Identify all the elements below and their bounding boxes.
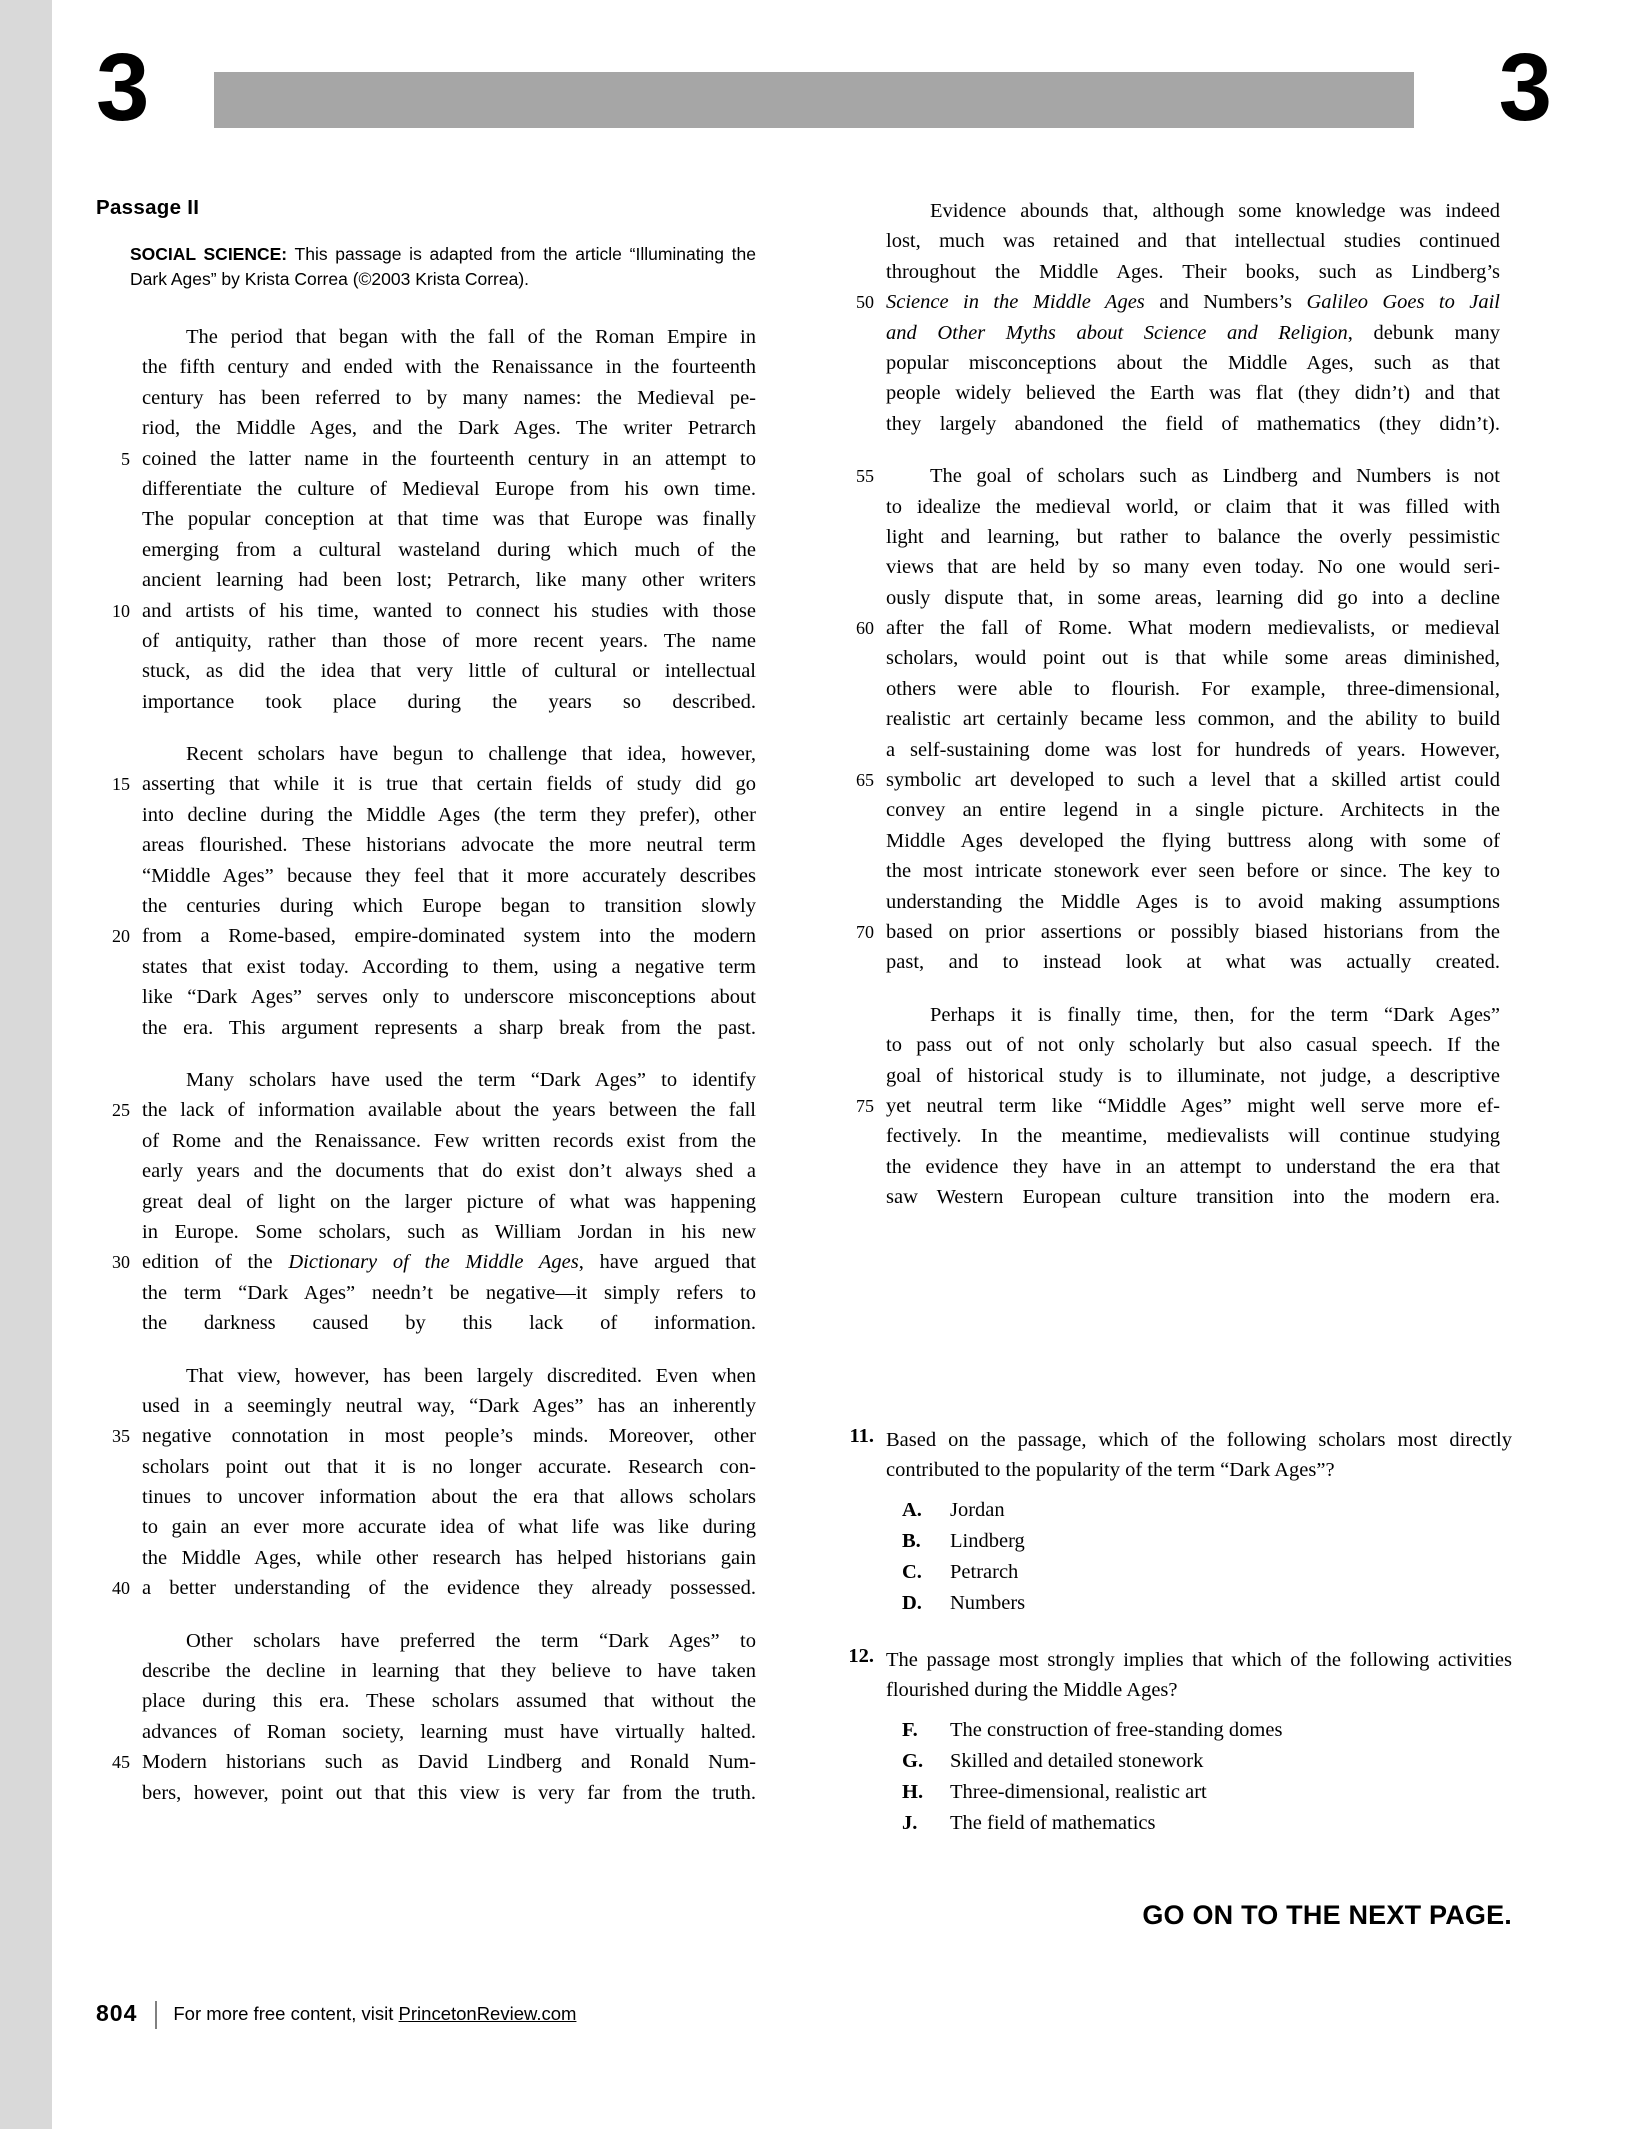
line-text: throughout the Middle Ages. Their books, such as Lindberg’s: [886, 260, 1500, 283]
text-line: [96, 383, 756, 413]
line-text: symbolic art developed to such a level that a skilled artist could: [886, 769, 1500, 792]
text-line: [96, 656, 756, 686]
line-text: the lack of information available about the years between the fall: [142, 1099, 756, 1122]
text-line: [96, 921, 756, 951]
line-text: from a Rome-based, empire-dominated system into the modern: [142, 925, 756, 948]
line-number: 70: [856, 921, 874, 942]
answer-choice-letter: B.: [902, 1530, 921, 1552]
answer-choice[interactable]: [902, 1746, 1512, 1777]
text-line: [840, 1030, 1500, 1060]
answer-choice-text: Petrarch: [950, 1561, 1019, 1583]
line-text: realistic art certainly became less common, and the ability to build: [886, 708, 1500, 731]
line-text: Evidence abounds that, although some knowledge was indeed: [930, 200, 1500, 222]
text-line: [96, 1391, 756, 1421]
section-number-left: 3: [96, 34, 150, 141]
text-line: [96, 1361, 756, 1391]
line-text: and artists of his time, wanted to connect his studies with those: [142, 599, 756, 622]
text-line: [840, 613, 1500, 643]
paragraph: [96, 1361, 756, 1604]
line-text: of antiquity, rather than those of more recent years. The name: [142, 629, 756, 652]
line-number: 10: [112, 600, 130, 621]
text-line: [96, 1421, 756, 1451]
footer-note: [173, 2000, 576, 2028]
text-line: [840, 856, 1500, 886]
line-number: 60: [856, 618, 874, 639]
line-text: The goal of scholars such as Lindberg and Numbers is not: [930, 465, 1500, 488]
text-line: [840, 378, 1500, 408]
passage-blurb: [130, 242, 756, 292]
text-line: [96, 322, 756, 352]
line-text: areas flourished. These historians advocate the more neutral term: [142, 834, 756, 857]
line-number: 20: [112, 926, 130, 947]
text-line: [96, 352, 756, 382]
line-text: importance took place during the years so described.: [142, 690, 756, 713]
text-line: [96, 1656, 756, 1686]
line-text: and Other Myths about Science and Religion, debunk many: [886, 321, 1500, 344]
answer-choice-text: Numbers: [950, 1592, 1026, 1614]
text-line: [840, 257, 1500, 287]
line-number: 65: [856, 770, 874, 791]
text-line: [96, 1543, 756, 1573]
line-text: century has been referred to by many names: the Medieval pe-: [142, 386, 756, 409]
line-text: emerging from a cultural wasteland during which much of the: [142, 538, 756, 561]
text-line: [96, 1187, 756, 1217]
answer-choices: [902, 1495, 1512, 1619]
answer-choice-letter: H.: [902, 1781, 924, 1803]
text-line: [96, 861, 756, 891]
text-line: [96, 800, 756, 830]
answer-choice-text: The field of mathematics: [950, 1812, 1156, 1834]
answer-choice[interactable]: [902, 1715, 1512, 1746]
text-line: [840, 522, 1500, 552]
answer-choice[interactable]: [902, 1557, 1512, 1588]
text-line: [840, 492, 1500, 522]
line-text: the evidence they have in an attempt to understand the era that: [886, 1155, 1500, 1178]
text-line: [96, 687, 756, 717]
answer-choice-letter: A.: [902, 1499, 922, 1521]
line-text: Modern historians such as David Lindberg and Ronald Num-: [142, 1751, 756, 1774]
paragraph: [96, 322, 756, 717]
line-text: states that exist today. According to them, using a negative term: [142, 955, 756, 978]
line-text: the term “Dark Ages” needn’t be negative—it simply refers to: [142, 1281, 756, 1304]
text-line: [840, 552, 1500, 582]
text-line: [840, 887, 1500, 917]
line-number: 55: [856, 466, 874, 487]
question-text: Based on the passage, which of the following scholars most directly contributed to the popularity of the term “Dark Ages”?: [886, 1429, 1512, 1481]
line-number: 25: [112, 1100, 130, 1121]
line-text: past, and to instead look at what was actually created.: [886, 951, 1500, 974]
text-line: [96, 1626, 756, 1656]
line-text: based on prior assertions or possibly biased historians from the: [886, 920, 1500, 943]
text-line: [840, 461, 1500, 491]
page-footer: [96, 2000, 996, 2040]
answer-choice[interactable]: [902, 1526, 1512, 1557]
text-line: [96, 1247, 756, 1277]
line-text: the centuries during which Europe began to transition slowly: [142, 895, 756, 918]
line-text: popular misconceptions about the Middle Ages, such as that: [886, 351, 1500, 374]
answer-choice-text: Jordan: [950, 1499, 1005, 1521]
text-line: [840, 735, 1500, 765]
line-text: yet neutral term like “Middle Ages” might well serve more ef-: [886, 1094, 1500, 1117]
text-line: [96, 626, 756, 656]
section-number-right: 3: [1498, 34, 1552, 141]
line-text: of Rome and the Renaissance. Few written records exist from the: [142, 1129, 756, 1152]
line-text: Science in the Middle Ages and Numbers’s Galileo Goes to Jail: [886, 291, 1500, 314]
line-number: 40: [112, 1578, 130, 1599]
line-text: to idealize the medieval world, or claim that it was filled with: [886, 495, 1500, 518]
paragraph: [840, 461, 1500, 978]
line-text: to pass out of not only scholarly but also casual speech. If the: [886, 1034, 1500, 1057]
text-line: [840, 348, 1500, 378]
line-text: after the fall of Rome. What modern medievalists, or medieval: [886, 617, 1500, 640]
footer-note-link[interactable]: PrincetonReview.com: [398, 2003, 577, 2024]
text-line: [96, 769, 756, 799]
text-line: [840, 1182, 1500, 1212]
text-line: [840, 1121, 1500, 1151]
text-line: [96, 739, 756, 769]
line-text: a self-sustaining dome was lost for hundreds of years. However,: [886, 738, 1500, 761]
text-line: [840, 1000, 1500, 1030]
line-number: 30: [112, 1252, 130, 1273]
line-text: The period that began with the fall of the Roman Empire in: [186, 326, 756, 348]
footer-divider: [155, 2001, 157, 2029]
answer-choice-text: The construction of free-standing domes: [950, 1719, 1283, 1741]
answer-choice-text: Lindberg: [950, 1530, 1025, 1552]
text-line: [96, 596, 756, 626]
paragraph: [96, 739, 756, 1043]
page-edge-inner: [52, 0, 62, 2129]
header-rule-bar: [214, 72, 1414, 128]
text-line: [840, 795, 1500, 825]
line-text: the darkness caused by this lack of information.: [142, 1312, 756, 1335]
line-text: others were able to flourish. For example, three-dimensional,: [886, 677, 1500, 700]
right-column: [840, 196, 1500, 1235]
page-number: 804: [96, 2000, 138, 2026]
line-number: 45: [112, 1752, 130, 1773]
text-line: [96, 1452, 756, 1482]
text-line: [840, 318, 1500, 348]
question-number: 11.: [849, 1425, 874, 1447]
text-line: [96, 1778, 756, 1808]
text-line: [840, 1152, 1500, 1182]
question-item: [840, 1425, 1512, 1619]
line-text: describe the decline in learning that they believe to have taken: [142, 1660, 756, 1683]
text-line: [96, 1482, 756, 1512]
line-text: negative connotation in most people’s minds. Moreover, other: [142, 1425, 756, 1448]
line-text: “Middle Ages” because they feel that it more accurately describes: [142, 864, 756, 887]
text-line: [96, 952, 756, 982]
line-text: the most intricate stonework ever seen before or since. The key to: [886, 860, 1500, 883]
line-text: stuck, as did the idea that very little of cultural or intellectual: [142, 660, 756, 683]
line-text: Other scholars have preferred the term “Dark Ages” to: [186, 1629, 756, 1652]
answer-choice-letter: J.: [902, 1812, 918, 1834]
line-text: the fifth century and ended with the Renaissance in the fourteenth: [142, 356, 756, 379]
text-line: [96, 891, 756, 921]
line-text: they largely abandoned the field of mathematics (they didn’t).: [886, 412, 1500, 435]
text-line: [840, 583, 1500, 613]
line-text: the era. This argument represents a sharp break from the past.: [142, 1016, 756, 1039]
page-edge-shadow: [0, 0, 52, 2129]
text-line: [840, 226, 1500, 256]
text-line: [840, 287, 1500, 317]
line-number: 75: [856, 1095, 874, 1116]
line-text: into decline during the Middle Ages (the term they prefer), other: [142, 803, 756, 826]
text-line: [96, 1308, 756, 1338]
text-line: [840, 704, 1500, 734]
line-text: understanding the Middle Ages is to avoid making assumptions: [886, 890, 1500, 913]
text-line: [96, 1095, 756, 1125]
line-text: light and learning, but rather to balance the overly pessimistic: [886, 525, 1500, 548]
line-text: That view, however, has been largely discredited. Even when: [186, 1364, 756, 1387]
answer-choices: [902, 1715, 1512, 1839]
line-text: edition of the Dictionary of the Middle Ages, have argued that: [142, 1251, 756, 1274]
text-line: [840, 917, 1500, 947]
answer-choice-letter: G.: [902, 1750, 924, 1772]
line-text: The popular conception at that time was that Europe was finally: [142, 508, 756, 531]
line-text: riod, the Middle Ages, and the Dark Ages. The writer Petrarch: [142, 417, 756, 440]
line-text: scholars point out that it is no longer accurate. Research con-: [142, 1455, 756, 1478]
text-line: [840, 643, 1500, 673]
text-line: [96, 1278, 756, 1308]
text-line: [96, 474, 756, 504]
line-text: fectively. In the meantime, medievalists will continue studying: [886, 1125, 1500, 1148]
line-text: like “Dark Ages” serves only to underscore misconceptions about: [142, 986, 756, 1009]
line-text: place during this era. These scholars assumed that without the: [142, 1690, 756, 1713]
line-number: 50: [856, 292, 874, 313]
line-text: bers, however, point out that this view is very far from the truth.: [142, 1781, 756, 1804]
answer-choice-text: Three-dimensional, realistic art: [950, 1781, 1207, 1803]
text-line: [96, 1013, 756, 1043]
passage-title: Passage II: [96, 196, 200, 219]
text-line: [840, 409, 1500, 439]
line-text: differentiate the culture of Medieval Europe from his own time.: [142, 477, 756, 500]
answer-choice[interactable]: [902, 1777, 1512, 1808]
text-line: [96, 1217, 756, 1247]
line-text: lost, much was retained and that intellectual studies continued: [886, 230, 1500, 253]
text-line: [840, 1091, 1500, 1121]
line-text: a better understanding of the evidence they already possessed.: [142, 1577, 756, 1600]
line-text: coined the latter name in the fourteenth century in an attempt to: [142, 447, 756, 470]
questions-list: [840, 1425, 1512, 1865]
answer-choice-letter: F.: [902, 1719, 918, 1741]
line-text: great deal of light on the larger picture of what was happening: [142, 1190, 756, 1213]
footer-note-prefix: For more free content, visit: [173, 2003, 399, 2024]
passage-body-right: [840, 196, 1500, 1213]
text-line: [840, 196, 1500, 226]
answer-choice-text: Skilled and detailed stonework: [950, 1750, 1204, 1772]
text-line: [96, 982, 756, 1012]
question-item: [840, 1645, 1512, 1839]
text-line: [96, 1573, 756, 1603]
answer-choice[interactable]: [902, 1808, 1512, 1839]
text-line: [96, 1156, 756, 1186]
line-text: people widely believed the Earth was flat (they didn’t) and that: [886, 382, 1500, 405]
left-column: [96, 196, 756, 1830]
line-number: 35: [112, 1426, 130, 1447]
text-line: [840, 765, 1500, 795]
answer-choice-letter: D.: [902, 1592, 922, 1614]
text-line: [840, 947, 1500, 977]
text-line: [96, 444, 756, 474]
question-text: The passage most strongly implies that which of the following activities flourished during the Middle Ages?: [886, 1649, 1512, 1701]
text-line: [96, 413, 756, 443]
text-line: [96, 1065, 756, 1095]
text-line: [96, 535, 756, 565]
line-text: early years and the documents that do exist don’t always shed a: [142, 1160, 756, 1183]
line-text: goal of historical study is to illuminate, not judge, a descriptive: [886, 1064, 1500, 1087]
paragraph: [96, 1065, 756, 1339]
passage-blurb-text: This passage is adapted from the article “Illuminating the Dark Ages” by Krista Correa (©2003 Krista Correa).: [130, 244, 757, 289]
text-line: [96, 1126, 756, 1156]
line-text: views that are held by so many even today. No one would seri-: [886, 556, 1500, 579]
line-text: scholars, would point out is that while some areas diminished,: [886, 647, 1500, 670]
text-line: [96, 830, 756, 860]
line-text: asserting that while it is true that certain fields of study did go: [142, 773, 756, 796]
line-text: Recent scholars have begun to challenge that idea, however,: [186, 743, 756, 766]
passage-body-left: [96, 322, 756, 1808]
line-text: saw Western European culture transition into the modern era.: [886, 1186, 1500, 1209]
text-line: [96, 565, 756, 595]
line-text: the Middle Ages, while other research has helped historians gain: [142, 1546, 756, 1569]
text-line: [96, 1717, 756, 1747]
answer-choice[interactable]: [902, 1495, 1512, 1526]
line-number: 15: [112, 774, 130, 795]
text-line: [840, 826, 1500, 856]
answer-choice[interactable]: [902, 1588, 1512, 1619]
text-line: [840, 674, 1500, 704]
line-text: used in a seemingly neutral way, “Dark Ages” has an inherently: [142, 1394, 756, 1417]
paragraph: [96, 1626, 756, 1808]
line-text: in Europe. Some scholars, such as William Jordan in his new: [142, 1220, 756, 1243]
line-text: convey an entire legend in a single picture. Architects in the: [886, 799, 1500, 822]
question-number: 12.: [848, 1645, 874, 1667]
text-line: [96, 1512, 756, 1542]
line-text: Many scholars have used the term “Dark Ages” to identify: [186, 1068, 756, 1091]
line-text: advances of Roman society, learning must have virtually halted.: [142, 1720, 756, 1743]
line-text: ously dispute that, in some areas, learning did go into a decline: [886, 586, 1500, 609]
answer-choice-letter: C.: [902, 1561, 922, 1583]
passage-blurb-label: SOCIAL SCIENCE:: [130, 244, 288, 264]
text-line: [96, 1686, 756, 1716]
go-on-notice: GO ON TO THE NEXT PAGE.: [1142, 1900, 1512, 1930]
text-line: [96, 1747, 756, 1777]
text-line: [96, 504, 756, 534]
paragraph: [840, 196, 1500, 439]
line-text: ancient learning had been lost; Petrarch, like many other writers: [142, 569, 756, 592]
paragraph: [840, 1000, 1500, 1213]
page-header: [96, 34, 1552, 156]
line-text: tinues to uncover information about the era that allows scholars: [142, 1486, 756, 1509]
text-line: [840, 1061, 1500, 1091]
line-number: 5: [121, 448, 130, 469]
line-text: to gain an ever more accurate idea of what life was like during: [142, 1516, 756, 1539]
line-text: Perhaps it is finally time, then, for the term “Dark Ages”: [930, 1003, 1500, 1026]
line-text: Middle Ages developed the flying buttress along with some of: [886, 829, 1500, 852]
